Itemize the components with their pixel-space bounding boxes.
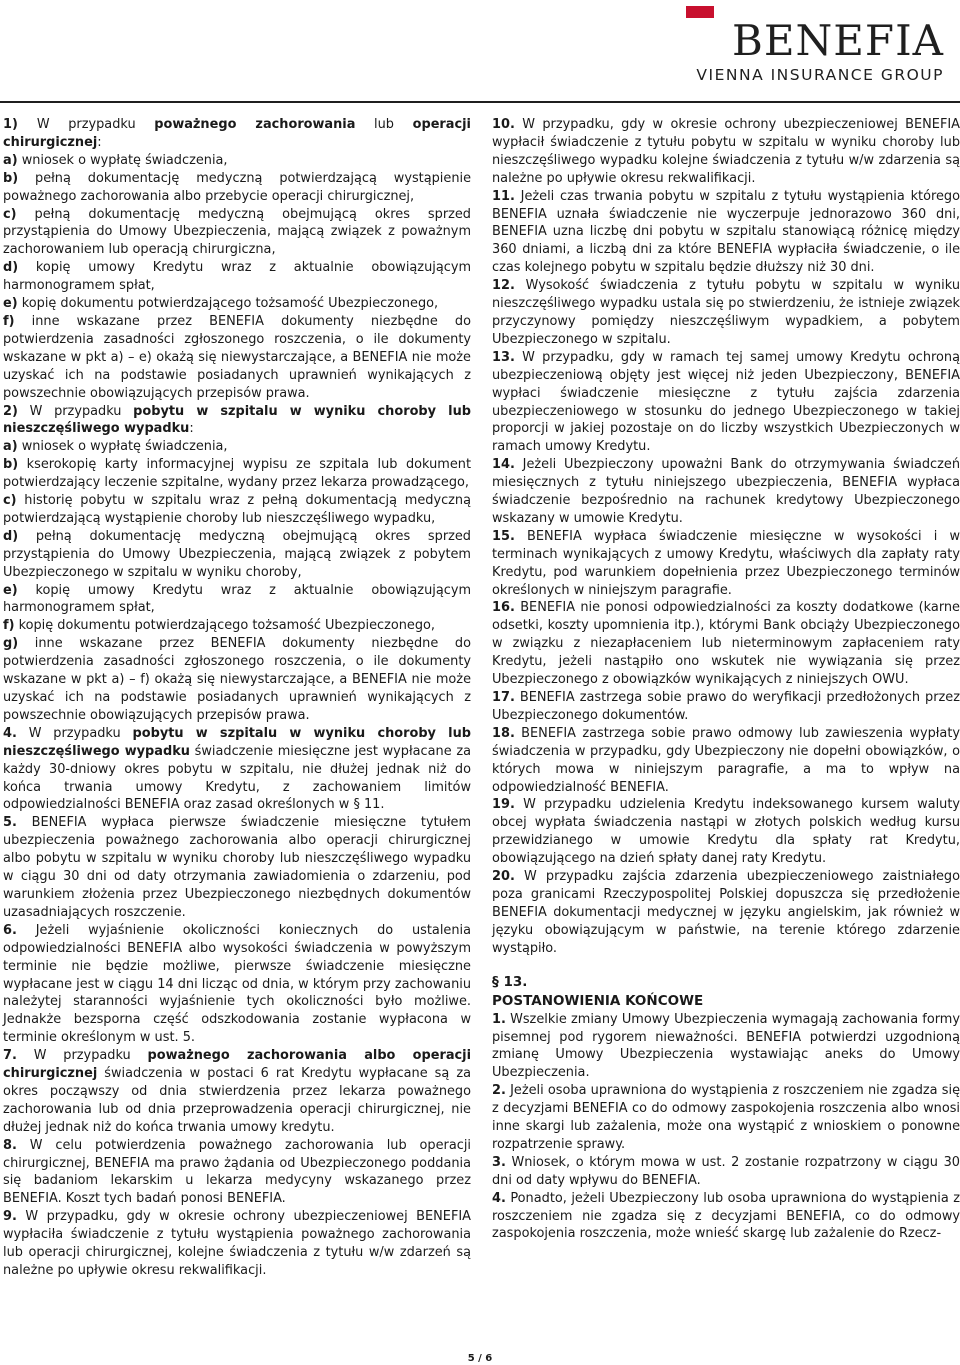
bold-text: c)	[3, 493, 17, 509]
left-column	[3, 116, 471, 1280]
text: W przypadku	[16, 1048, 148, 1064]
text: BENEFIA zastrzega sobie prawo do weryfikacji przedłożonych przez Ubezpieczonego dokumentów.	[492, 690, 960, 723]
paragraph	[3, 1047, 471, 1137]
text: inne wskazane przez BENEFIA dokumenty niezbędne do potwierdzenia zasadności zgłoszonego roszczenia, o ile dokumenty wskazane w pkt a) – e) okażą się niewystarczające, a BENEFIA nie może uzyskać ich na podstawie posiadanych uprawnień wynikających z powszechnie obowiązujących przepisów prawa.	[3, 313, 471, 401]
bold-text: a)	[3, 152, 18, 168]
bold-text: 4.	[492, 1190, 506, 1206]
text: :	[97, 134, 102, 150]
text: lub	[355, 117, 413, 132]
bold-text: a)	[3, 439, 18, 455]
text: pełną dokumentację medyczną potwierdzającą wystąpienie poważnego zachorowania albo przebycie operacji chirurgicznej,	[3, 170, 471, 204]
paragraph	[492, 868, 960, 958]
text: W przypadku	[17, 403, 134, 419]
bold-text: 11.	[492, 188, 515, 204]
paragraph	[3, 116, 471, 152]
right-column	[492, 116, 960, 1243]
paragraph	[3, 259, 471, 295]
bold-text: 3.	[492, 1154, 506, 1170]
right-column-paragraphs	[492, 116, 960, 958]
text: BENEFIA zastrzega sobie prawo odmowy lub zawieszenia wypłaty świadczenia w przypadku, gdy Ubezpieczony nie dopełni obowiązków, o których mowa w niniejszym paragrafie, a ma to wpływ na odpowiedzialność BENEFIA.	[492, 725, 960, 795]
text: Wszelkie zmiany Umowy Ubezpieczenia wymagają zachowania formy pisemnej pod rygorem nieważności. BENEFIA potwierdzi uzgodnioną zmianę Umowy Ubezpieczenia wystawiając aneks do Umowy Ubezpieczenia.	[492, 1011, 960, 1081]
text: historię pobytu w szpitalu wraz z pełną dokumentacją medyczną potwierdzającą wystąpienie choroby lub nieszczęśliwego wypadku,	[3, 493, 471, 526]
paragraph	[492, 277, 960, 349]
paragraph	[3, 170, 471, 206]
bold-text: 10.	[492, 117, 515, 132]
section-title: POSTANOWIENIA KOŃCOWE	[492, 992, 704, 1009]
bold-text: 2)	[3, 403, 18, 419]
bold-text: poważnego zachorowania albo operacji chirurgicznej	[3, 1048, 472, 1082]
text: kserokopię karty informacyjnej wypisu ze szpitala lub dokument potwierdzający leczenie szpitalne, wydany przez lekarza prowadzącego,	[3, 457, 471, 491]
bold-text: 12.	[492, 278, 515, 294]
section-number: § 13.	[492, 973, 528, 990]
bold-text: 4.	[3, 725, 17, 741]
page-header	[0, 0, 960, 100]
paragraph	[3, 206, 471, 260]
paragraph	[492, 689, 960, 725]
page-number: 5 / 6	[467, 1353, 493, 1364]
text: pełną dokumentację medyczną obejmującą okres sprzed przystąpienia do Umowy Ubezpieczenia, mającą związek z poważnym zachorowaniem lub operacją chirurgiczna,	[3, 206, 471, 258]
bold-text: g)	[3, 636, 19, 652]
paragraph	[492, 796, 960, 868]
text: W przypadku	[36, 117, 155, 132]
paragraph	[492, 349, 960, 456]
paragraph	[492, 188, 960, 278]
bold-text: 20.	[492, 869, 515, 885]
paragraph	[3, 922, 471, 1047]
paragraph	[492, 1154, 960, 1190]
bold-text: e)	[3, 582, 18, 598]
benefia-logo	[686, 6, 944, 88]
bold-text: c)	[3, 206, 17, 222]
bold-text: b)	[3, 457, 19, 473]
logo-wordmark: BENEFIA	[732, 16, 944, 65]
text: kopię umowy Kredytu wraz z aktualnie obowiązującym harmonogramem spłat,	[3, 582, 471, 616]
paragraph	[3, 295, 471, 313]
text: kopię dokumentu potwierdzającego tożsamość Ubezpieczonego,	[17, 296, 439, 312]
bold-text: 16.	[492, 600, 515, 616]
text: inne wskazane przez BENEFIA dokumenty niezbędne do potwierdzenia zasadności zgłoszonego roszczenia, o ile dokumenty wskazane w pkt a) – f) okażą się niewystarczające, a BENEFIA nie może uzyskać ich na podstawie posiadanych uprawnień wynikających z powszechnie obowiązujących przepisów prawa.	[3, 636, 471, 723]
text: Jeżeli wyjaśnienie okoliczności koniecznych do ustalenia odpowiedzialności BENEFIA albo wysokości świadczenia w powyższym terminie nie będzie możliwe, pierwsze świadczenie miesięczne wypłacane jest w ciągu 14 dni licząc od dnia, w którym przy zachowaniu należytej staranności wyjaśnienie tych okoliczności było możliwe. Jednakże bezsporna część odszkodowania zostanie wypłacona w terminie określonym w ust. 5.	[3, 922, 471, 1046]
bold-text: 5.	[3, 815, 17, 831]
text: Ponadto, jeżeli Ubezpieczony lub osoba uprawniona do wystąpienia z roszczeniem nie zgadza się z decyzjami BENEFIA, co do odmowy zaspokojenia roszczenia, może wnieść skargę lub zażalenie do Rzecz-	[492, 1190, 960, 1242]
bold-text: 9.	[3, 1209, 17, 1225]
bold-text: poważnego zachorowania	[154, 117, 356, 132]
text: wniosek o wypłatę świadczenia,	[17, 152, 228, 168]
paragraph	[3, 456, 471, 492]
paragraph	[3, 814, 471, 921]
bold-text: pobytu w szpitalu w wyniku choroby lub nieszczęśliwego wypadku	[3, 725, 472, 759]
bold-text: 19.	[492, 797, 515, 813]
bold-text: 14.	[492, 457, 515, 473]
paragraph	[492, 116, 960, 188]
paragraph	[3, 492, 471, 528]
text: Jeżeli osoba uprawniona do wystąpienia z roszczeniem nie zgadza się z decyzjami BENEFIA co do odmowy zaspokojenia roszczenia albo wnosi inne skargi lub zażalenia, może ona wystąpić z wnioskiem o ponowne rozpatrzenie sprawy.	[492, 1083, 960, 1152]
bold-text: e)	[3, 296, 18, 312]
bold-text: operacji chirurgicznej	[3, 117, 471, 150]
bold-text: 17.	[492, 690, 515, 705]
paragraph	[3, 403, 471, 439]
paragraph	[3, 152, 471, 170]
bold-text: 1)	[3, 117, 37, 132]
text: kopię umowy Kredytu wraz z aktualnie obowiązującym harmonogramem spłat,	[3, 260, 471, 294]
text: BENEFIA wypłaca pierwsze świadczenie miesięczne tytułem ubezpieczenia poważnego zachorowania albo operacji chirurgicznej albo pobytu w szpitalu w wyniku choroby lub nieszczęśliwego wypadku w ciągu 30 dni od daty otrzymania zawiadomienia o zdarzeniu, pod warunkiem złożenia przez Ubezpieczonego niezbędnych dokumentów uzasadniających roszczenie.	[3, 815, 471, 920]
paragraph	[492, 1082, 960, 1154]
bold-text: 8.	[3, 1137, 17, 1153]
text: świadczenia w postaci 6 rat Kredytu wypłacane są za okres począwszy od dnia stwierdzenia przez lekarza poważnego zachorowania lub od dnia przeprowadzenia operacji chirurgicznej, nie dłużej jednak niż do końca trwania umowy kredytu.	[3, 1066, 471, 1135]
text: świadczenie miesięczne jest wypłacane za każdy 30-dniowy okres pobytu w szpitalu, nie dłużej jednak niż do końca trwania umowy Kredytu, z zachowaniem limitów odpowiedzialności BENEFIA oraz zasad określonych w § 11.	[3, 743, 471, 813]
bold-text: 7.	[3, 1048, 17, 1064]
text: Jeżeli czas trwania pobytu w szpitalu z tytułu wystąpienia którego BENEFIA uznała świadczenie nie wyczerpuje jednorazowo 360 dni, BENEFIA uzna liczbę dni pobytu w szpitalu stanowiącą różnicę między 360 dniami, a liczbą dni za które BENEFIA wypłaciła świadczenie, o ile czas kolejnego pobytu w szpitalu będzie dłuższy niż 30 dni.	[492, 188, 960, 276]
bold-text: f)	[3, 618, 15, 634]
paragraph	[3, 1137, 471, 1209]
text: pełną dokumentację medyczną obejmującą okres sprzed przystąpienia do Umowy Ubezpieczenia, mającą związek z pobytem Ubezpieczonego w szpitalu w wyniku choroby,	[3, 528, 471, 580]
text: BENEFIA nie ponosi odpowiedzialności za koszty dodatkowe (karne odsetki, koszty upomnienia itp.), którymi Bank obciąży Ubezpieczonego w związku z niezapłaceniem lub nieterminowym zapłaceniem raty Kredytu, jeżeli nastąpiło ono wskutek nie wywiązania się przez Ubezpieczonego z obowiązków wynikających z niniejszych OWU.	[492, 600, 960, 688]
paragraph	[3, 313, 471, 403]
text: W celu potwierdzenia poważnego zachorowania lub operacji chirurgicznej, BENEFIA ma prawo żądania od Ubezpieczonego poddania się badaniom lekarskim u lekarza medycyny wskazanego przez BENEFIA. Koszt tych badań ponosi BENEFIA.	[3, 1137, 471, 1207]
text: Jeżeli Ubezpieczony upoważni Bank do otrzymywania świadczeń miesięcznych z tytułu niniejszego ubezpieczenia, BENEFIA wypłaca świadczenie bezpośrednio na rachunek kredytowy Ubezpieczonego wskazany w umowie Kredytu.	[492, 457, 960, 526]
paragraph	[3, 528, 471, 582]
text: W przypadku, gdy w okresie ochrony ubezpieczeniowej BENEFIA wypłacił świadczenie z tytułu pobytu w szpitalu w wyniku choroby lub nieszczęśliwego wypadku kolejne świadczenia z tytułu w/w zdarzenia są należne po upływie okresu rekwalifikacji.	[492, 117, 960, 186]
bold-text: 13.	[492, 349, 515, 365]
text: :	[189, 421, 194, 437]
bold-text: pobytu w szpitalu w wyniku choroby lub nieszczęśliwego wypadku	[3, 403, 471, 437]
bold-text: 6.	[3, 922, 17, 938]
logo-tagline: VIENNA INSURANCE GROUP	[696, 66, 944, 84]
bold-text: d)	[3, 528, 19, 544]
text: W przypadku zajścia zdarzenia ubezpieczeniowego zaistniałego poza granicami Rzeczypospolitej Polskiej dopuszcza się przedłożenie BENEFIA dokumentacji medycznej w języku angielskim, jak również w języku obowiązującym w państwie, na terenie którego zdarzenie wystąpiło.	[492, 869, 960, 956]
text: kopię dokumentu potwierdzającego tożsamość Ubezpieczonego,	[14, 618, 436, 634]
right-column-final-paragraphs	[492, 1011, 960, 1244]
text: W przypadku	[16, 725, 133, 741]
paragraph	[3, 1208, 471, 1280]
logo-red-mark	[686, 6, 714, 18]
bold-text: f)	[3, 313, 15, 329]
paragraph	[492, 528, 960, 600]
bold-text: 15.	[492, 528, 515, 544]
text: wniosek o wypłatę świadczenia,	[17, 439, 228, 455]
paragraph	[492, 1190, 960, 1244]
bold-text: 2.	[492, 1083, 506, 1099]
header-rule	[0, 101, 960, 103]
bold-text: 1.	[492, 1011, 506, 1027]
paragraph	[3, 617, 471, 635]
paragraph	[3, 582, 471, 618]
paragraph	[3, 438, 471, 456]
paragraph	[492, 725, 960, 797]
text: BENEFIA wypłaca świadczenie miesięczne w wysokości i w terminach wynikających z umowy Kredytu, właściwych dla zapłaty raty Kredytu, pod warunkiem dopełnienia przez Ubezpieczonego terminów określonych w niniejszym paragrafie.	[492, 528, 960, 598]
text: W przypadku, gdy w okresie ochrony ubezpieczeniowej BENEFIA wypłaciła świadczenie z tytułu wystąpienia poważnego zachorowania lub operacji chirurgicznej, kolejne świadczenia z tytułu w/w zdarzeń są należne po upływie okresu rekwalifikacji.	[3, 1209, 471, 1278]
paragraph	[492, 456, 960, 528]
paragraph	[3, 635, 471, 725]
paragraph	[492, 1011, 960, 1083]
paragraph	[3, 725, 471, 815]
text: Wniosek, o którym mowa w ust. 2 zostanie rozpatrzony w ciągu 30 dni od daty wpływu do BENEFIA.	[492, 1154, 960, 1188]
bold-text: d)	[3, 260, 19, 276]
text: W przypadku udzielenia Kredytu indeksowanego kursem waluty obcej wypłata świadczenia nastąpi w złotych polskich według kursu przewidzianego w umowie Kredytu dla spłaty rat Kredytu, obowiązującego na dzień spłaty danej raty Kredytu.	[492, 797, 960, 867]
text: W przypadku, gdy w ramach tej samej umowy Kredytu ochroną ubezpieczeniową objęty jest więcej niż jeden Ubezpieczony, BENEFIA wypłaci świadczenie miesięczne z tytułu zajścia zdarzenia ubezpieczeniowego w stosunku do jednego Ubezpieczonego w takiej proporcji w jakiej pozostaje on do liczby wszystkich Ubezpieczonych w ramach umowy Kredytu.	[492, 349, 960, 455]
bold-text: b)	[3, 170, 19, 186]
text: Wysokość świadczenia z tytułu pobytu w szpitalu w wyniku nieszczęśliwego wypadku ustala się po stwierdzeniu, że istnieje związek przyczynowy pomiędzy nieszczęśliwym wypadkiem, a pobytem Ubezpieczonego w szpitalu.	[492, 278, 960, 347]
paragraph	[492, 599, 960, 689]
bold-text: 18.	[492, 725, 515, 741]
